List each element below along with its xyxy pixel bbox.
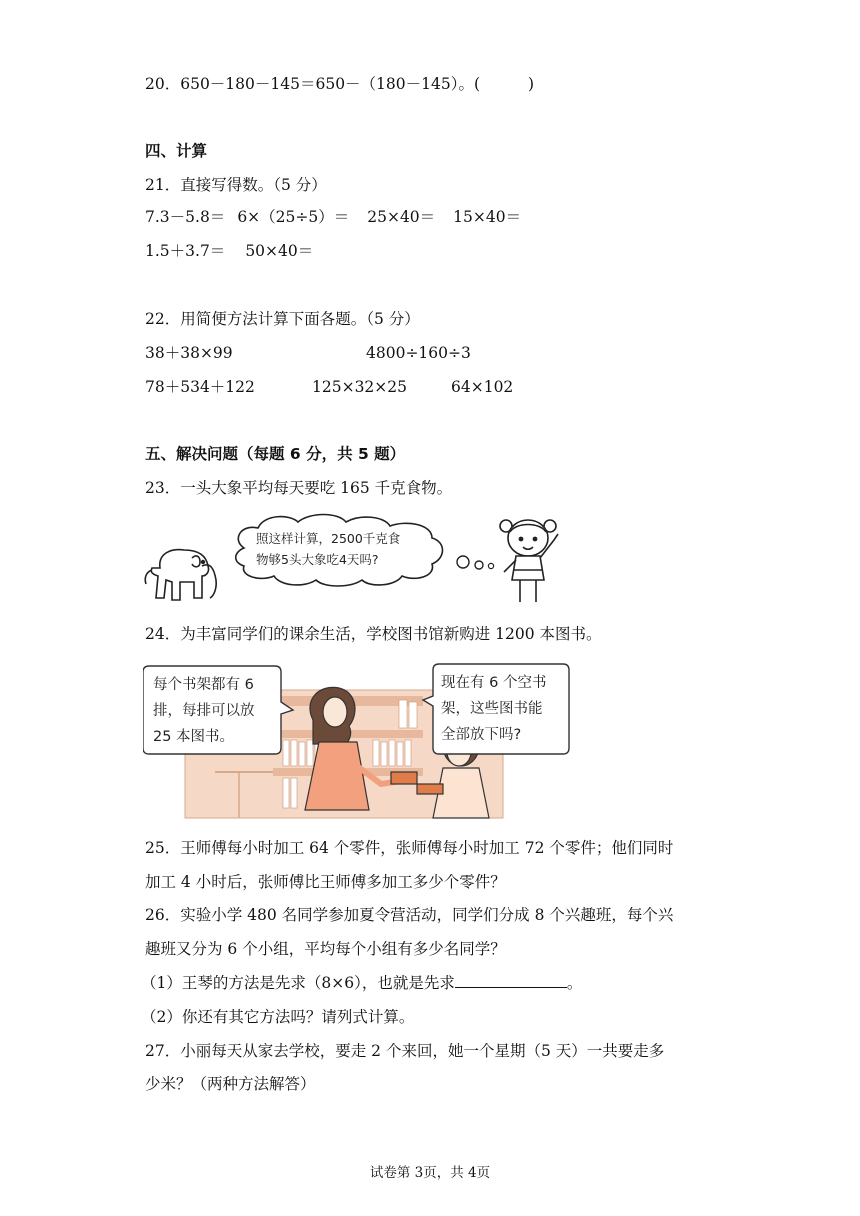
expr: 125×32×25 (312, 378, 408, 396)
expr: 15×40＝ (453, 208, 522, 226)
elephant-icon (145, 550, 216, 600)
question-22-prompt: 22．用简便方法计算下面各题。（5 分） (145, 310, 420, 328)
right-bubble-line: 架，这些图书能 (441, 701, 543, 717)
expr: 38＋38×99 (145, 344, 233, 362)
answer-blank[interactable] (455, 973, 567, 988)
right-bubble-line: 全部放下吗? (441, 727, 522, 743)
sub-1-end: 。 (566, 974, 583, 992)
expr: 4800÷160÷3 (366, 344, 471, 362)
expr: 7.3－5.8＝ (145, 208, 226, 226)
question-25-line-2: 加工 4 小时后，张师傅比王师傅多加工多少个零件？ (145, 873, 506, 891)
left-speech-bubble (143, 666, 293, 754)
question-26-line-1: 26．实验小学 480 名同学参加夏令营活动，同学们分成 8 个兴趣班，每个兴 (145, 906, 674, 924)
page-footer: 试卷第 3页，共 4页 (369, 1165, 491, 1181)
question-21-row-2 (145, 241, 313, 261)
question-25-line-1: 25．王师傅每小时加工 64 个零件，张师傅每小时加工 72 个零件；他们同时 (145, 839, 674, 857)
bubble-line-2: 物够5头大象吃4天吗? (256, 552, 379, 567)
section-4-title: 四、计算 (145, 142, 208, 160)
question-22-row-2 (145, 377, 255, 397)
expr: 1.5＋3.7＝ (145, 242, 226, 260)
left-bubble-line: 25 本图书。 (153, 729, 235, 745)
question-22-row-2-b (312, 377, 407, 397)
library-illustration (143, 660, 573, 820)
elephant-girl-illustration (140, 510, 580, 610)
question-22-row-2-c (451, 377, 513, 397)
right-speech-bubble (423, 664, 569, 754)
expr: 25×40＝ (367, 208, 436, 226)
thought-dot (457, 556, 469, 568)
expr: 50×40＝ (245, 242, 314, 260)
expr: 64×102 (451, 378, 514, 396)
question-26-line-2: 趣班又分为 6 个小组，平均每个小组有多少名同学？ (145, 940, 506, 958)
question-23-prompt: 23．一头大象平均每天要吃 165 千克食物。 (145, 479, 453, 497)
thought-dot (475, 561, 483, 569)
thought-dot (488, 563, 493, 568)
question-20 (145, 74, 534, 94)
expr: 6×（25÷5）＝ (237, 208, 350, 226)
thought-bubble (236, 515, 443, 587)
question-27-line-2: 少米？（两种方法解答） (145, 1075, 316, 1093)
section-5-title: 五、解决问题（每题 6 分，共 5 题） (145, 445, 406, 463)
expr: 78＋534＋122 (145, 378, 255, 396)
bubble-line-1: 照这样计算，2500千克食 (256, 531, 401, 546)
question-27-line-1: 27．小丽每天从家去学校，要走 2 个来回，她一个星期（5 天）一共要走多 (145, 1042, 665, 1060)
left-bubble-line: 排，每排可以放 (153, 703, 255, 719)
question-20-close-paren: ) (528, 75, 535, 93)
question-22-row-1-b (366, 343, 471, 363)
question-26-sub-1 (141, 973, 582, 993)
girl-icon (500, 520, 558, 602)
question-20-text: 20．650－180－145＝650－（180－145）。( (145, 75, 481, 93)
question-21-prompt: 21．直接写得数。（5 分） (145, 176, 327, 194)
question-24-prompt: 24．为丰富同学们的课余生活，学校图书馆新购进 1200 本图书。 (145, 625, 602, 643)
question-26-sub-2: （2）你还有其它方法吗？请列式计算。 (141, 1008, 415, 1026)
left-bubble-line: 每个书架都有 6 (153, 677, 254, 693)
right-bubble-line: 现在有 6 个空书 (441, 675, 547, 691)
question-21-row-1 (145, 207, 521, 227)
sub-1-text: （1）王琴的方法是先求（8×6），也就是先求 (141, 974, 455, 992)
question-22-row-1 (145, 343, 233, 363)
